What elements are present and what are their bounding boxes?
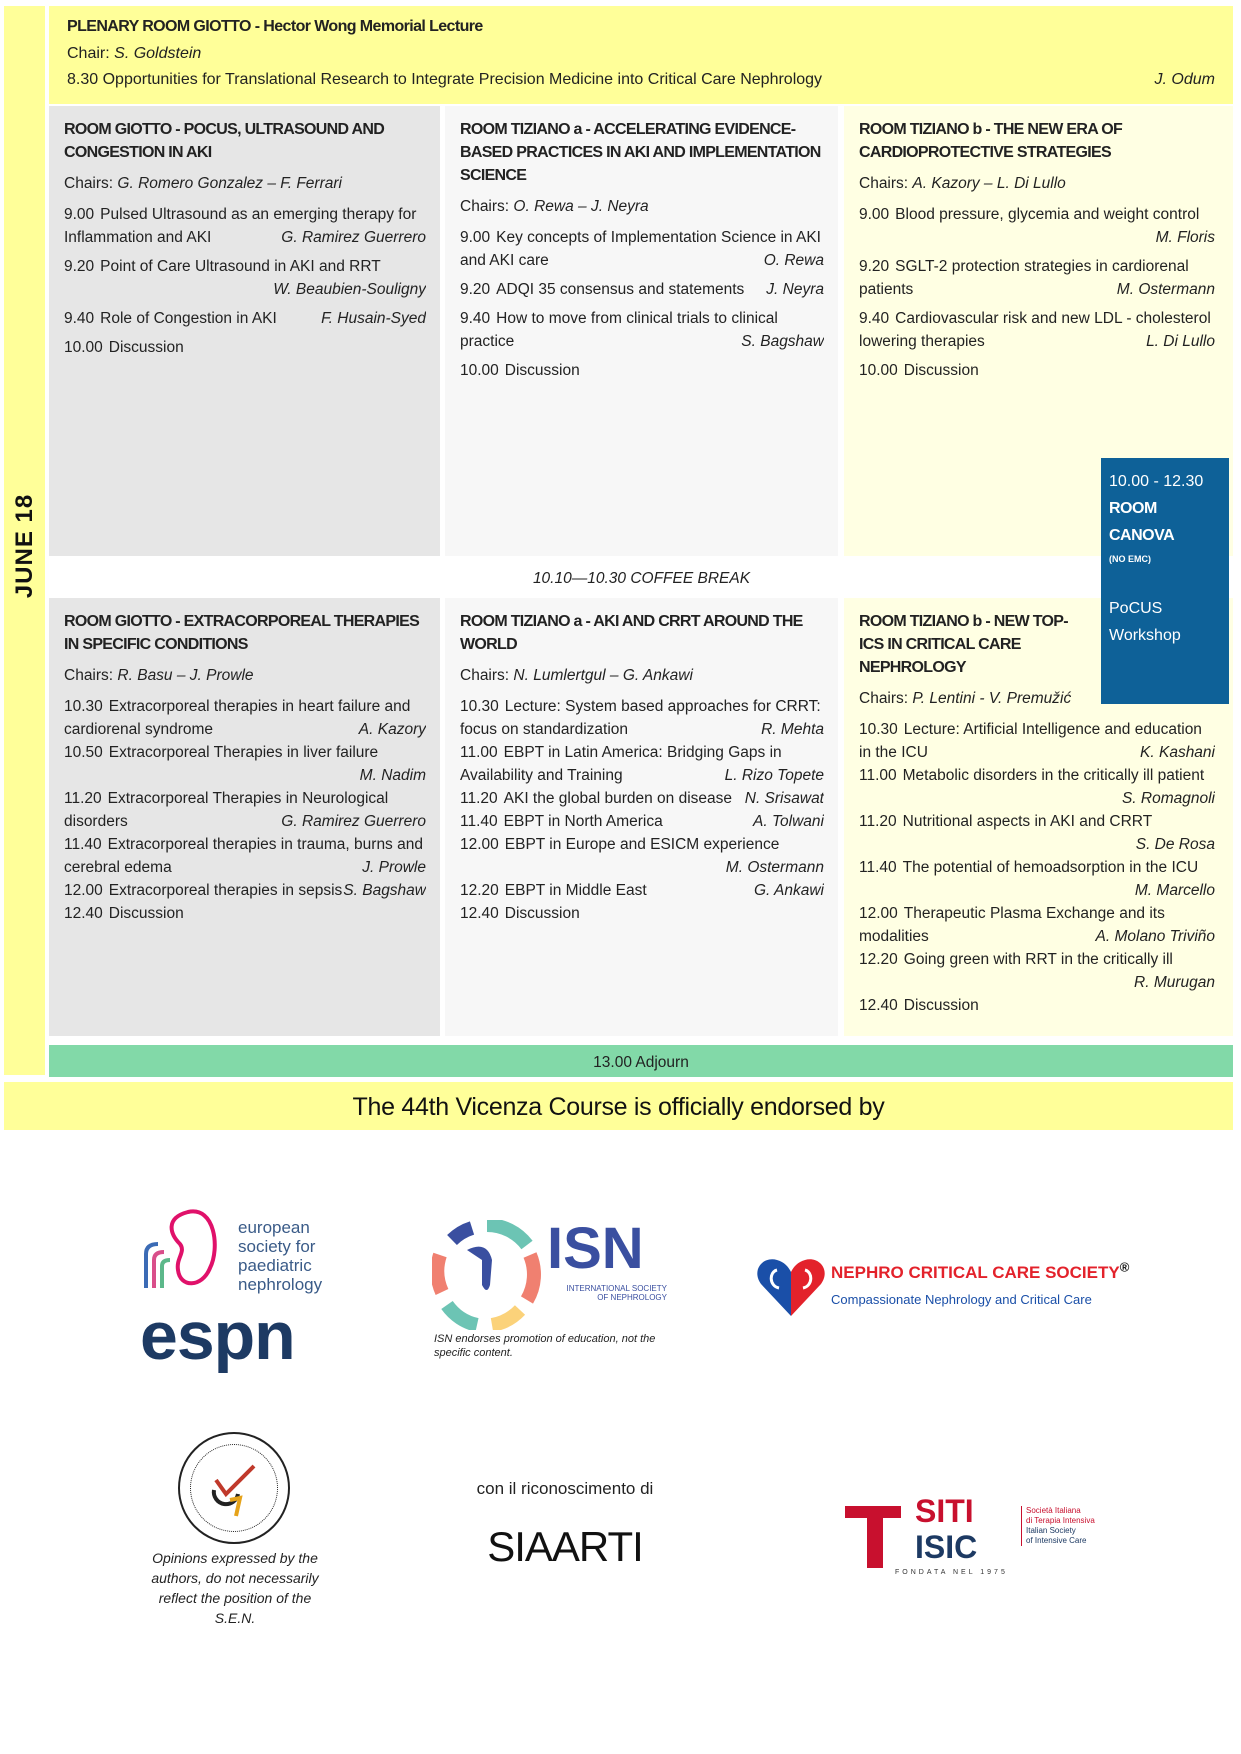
talk-speaker: R. Murugan [1134,974,1215,991]
sen-seal [178,1432,290,1544]
talk-item [64,336,426,359]
chairs-label: Chairs: [460,198,510,215]
talk-time: 10.30 [64,698,103,715]
siti-desc: Società Italiana [1026,1506,1081,1515]
talk-item [460,833,824,879]
talk-time: 9.00 [859,206,890,223]
nccs-tagline: Compassionate Nephrology and Critical Care [831,1292,1092,1307]
talk-speaker: S. Bagshaw [741,333,824,350]
talk-speaker: L. Di Lullo [1146,333,1215,350]
talk-speaker: N. Srisawat [744,790,824,807]
talk-speaker: O. Rewa [763,252,824,269]
talk-speaker: A. Molano Triviño [1095,928,1215,945]
talk-title: Extracorporeal therapies in heart failure and cardiorenal syndrome [64,698,411,738]
siti-wordmark: SITI [915,1493,974,1529]
siti-t-icon [843,1498,905,1570]
session-tiziano-a-evidence [445,106,838,556]
isn-wordmark: ISN [547,1216,644,1281]
talk-speaker: K. Kashani [1140,744,1215,761]
talk-time: 10.00 [460,362,499,379]
talk-speaker: S. De Rosa [1135,836,1215,853]
session-giotto-pocus [49,106,440,556]
session-chairs [64,664,426,687]
session-title: ROOM TIZIANO a - AKI AND CRRT AROUND THE WORLD [460,613,803,653]
talk-time: 12.20 [460,882,499,899]
session-tiziano-a-world [445,598,838,1036]
chairs-label: Chairs: [64,667,114,684]
endorsement-banner: The 44th Vicenza Course is officially endorsed by [4,1082,1233,1130]
talk-time: 10.30 [460,698,499,715]
talk-item [859,994,1215,1017]
talk-time: 12.40 [64,905,103,922]
talk-speaker: A. Tolwani [753,813,824,830]
talk-title: Extracorporeal therapies in sepsis [108,882,343,899]
talk-time: 10.00 [859,362,898,379]
talk-speaker: S. Bagshaw [343,882,426,899]
talk-time: 9.00 [64,206,95,223]
nccs-logo [755,1256,1145,1330]
registered-mark: ® [1119,1259,1130,1275]
talk-speaker: A. Kazory [358,721,426,738]
talk-time: 10.00 [64,339,103,356]
espn-logo [140,1208,360,1383]
canova-subtitle: Workshop [1109,627,1181,644]
session-chairs [460,664,824,687]
talk-item [460,741,824,787]
talk-title: Extracorporeal Therapies in Neurological disorders [64,790,389,830]
talk-title: Key concepts of Implementation Science in AKI and AKI care [460,229,821,269]
day-label: JUNE 18 [10,493,38,599]
siti-desc: Italian Society [1026,1526,1076,1535]
session-title: ROOM TIZIANO a - ACCELERATING EVIDENCE-BASED PRACTICES IN AKI AND IMPLEMENTATION SCIENCE [460,121,821,184]
talk-item [64,879,426,902]
chairs-names: O. Rewa – J. Neyra [513,198,649,215]
talk-title: Discussion [504,362,580,379]
talk-speaker: M. Ostermann [1116,281,1215,298]
talk-speaker: G. Ankawi [753,882,824,899]
plenary-talk [67,71,1215,89]
talk-title: Discussion [903,997,979,1014]
talk-title: Discussion [108,905,184,922]
talk-speaker: J. Odum [1154,71,1215,88]
chairs-label: Chairs: [460,667,510,684]
plenary-chair [67,45,1215,63]
session-chairs [64,172,426,195]
espn-line: paediatric [238,1256,312,1275]
talk-item [64,833,426,879]
talk-title: AKI the global burden on disease [503,790,733,807]
talk-time: 9.20 [460,281,491,298]
talk-time: 12.20 [859,951,898,968]
talk-title: ADQI 35 consensus and statements [496,281,745,298]
talk-time: 12.00 [64,882,103,899]
talk-item [859,203,1215,249]
isic-wordmark: ISIC [915,1529,978,1565]
espn-line: society for [238,1237,316,1256]
talk-speaker: M. Ostermann [725,859,824,876]
chairs-names: G. Romero Gonzalez – F. Ferrari [117,175,342,192]
heart-kidney-icon [755,1256,827,1318]
talk-time: 8.30 [67,71,99,88]
talk-item [460,226,824,272]
adjourn-bar: 13.00 Adjourn [49,1045,1233,1077]
talk-item [859,307,1215,353]
talk-item [460,810,824,833]
talk-title: How to move from clinical trials to clinical practice [460,310,778,350]
talk-item [460,902,824,925]
talk-item [460,307,824,353]
talk-item [859,255,1215,301]
siaarti-intro: con il riconoscimento di [476,1479,654,1498]
talk-speaker: R. Mehta [761,721,824,738]
talk-title: Opportunities for Translational Research to Integrate Precision Medicine into Critical Care Nephrology [102,71,823,88]
talk-speaker: S. Romagnoli [1121,790,1215,807]
session-giotto-extracorporeal [49,598,440,1036]
talk-time: 11.40 [460,813,498,830]
session-title: ROOM GIOTTO - POCUS, ULTRASOUND AND CONGESTION IN AKI [64,121,385,161]
kidney-icon [140,1208,230,1293]
talk-title: Discussion [504,905,580,922]
chairs-names: P. Lentini - V. Premužić [912,690,1072,707]
talk-item [859,764,1215,810]
talk-title: Lecture: System based approaches for CRRT: focus on standardization [460,698,821,738]
talk-speaker: L. Rizo Topete [724,767,824,784]
sen-disclaimer: Opinions expressed by the authors, do not necessarily reflect the position of the S.E.N. [151,1550,319,1626]
talk-item [460,359,824,382]
canova-workshop-box [1101,458,1229,704]
talk-time: 11.40 [64,836,102,853]
talk-time: 11.20 [460,790,498,807]
talk-time: 9.20 [64,258,95,275]
talk-speaker: M. Nadim [359,767,426,784]
isn-note: ISN endorses promotion of education, not the specific content. [434,1333,656,1359]
talk-item [64,695,426,741]
talk-title: Pulsed Ultrasound as an emerging therapy for Inflammation and AKI [64,206,417,246]
talk-speaker: W. Beaubien-Souligny [273,281,426,298]
talk-item [64,741,426,787]
talk-title: Discussion [108,339,184,356]
talk-title: Going green with RRT in the critically ill [903,951,1173,968]
talk-title: Cardiovascular risk and new LDL - cholesterol lowering therapies [859,310,1211,350]
talk-item [460,278,824,301]
talk-item [64,902,426,925]
talk-time: 10.50 [64,744,103,761]
talk-title: Therapeutic Plasma Exchange and its modalities [859,905,1165,945]
canova-note: (NO EMC) [1109,554,1151,564]
chairs-label: Chairs: [859,690,909,707]
talk-item [859,948,1215,994]
espn-wordmark: espn [140,1298,295,1374]
talk-title: Discussion [903,362,979,379]
talk-title: EBPT in North America [503,813,663,830]
chair-name: S. Goldstein [114,45,202,62]
session-chairs [460,195,824,218]
canova-time: 10.00 - 12.30 [1109,473,1204,490]
chairs-names: A. Kazory – L. Di Lullo [912,175,1066,192]
isn-sub: INTERNATIONAL SOCIETY [566,1284,667,1293]
session-chairs [859,687,1090,710]
session-title: ROOM TIZIANO b - NEW TOP-ICS IN CRITICAL CARE NEPHROLOGY [859,613,1068,676]
espn-line: nephrology [238,1275,323,1294]
talk-time: 10.30 [859,721,898,738]
talk-time: 11.20 [859,813,897,830]
talk-item [460,879,824,902]
talk-title: Extracorporeal Therapies in liver failure [108,744,379,761]
canova-name: CANOVA [1109,527,1175,544]
talk-title: EBPT in Europe and ESICM experience [504,836,780,853]
talk-speaker: J. Neyra [766,281,824,298]
chairs-label: Chairs: [64,175,114,192]
chairs-names: R. Basu – J. Prowle [117,667,254,684]
talk-time: 12.00 [859,905,898,922]
canova-room: ROOM [1109,500,1157,517]
talk-time: 11.00 [460,744,498,761]
talk-time: 12.00 [460,836,499,853]
isn-emblem-icon [432,1220,542,1330]
canova-title: PoCUS [1109,600,1163,617]
session-title: ROOM TIZIANO b - THE NEW ERA OF CARDIOPROTECTIVE STRATEGIES [859,121,1123,161]
talk-time: 11.40 [859,859,897,876]
talk-item [460,695,824,741]
talk-time: 11.00 [859,767,897,784]
plenary-title: PLENARY ROOM GIOTTO - Hector Wong Memorial Lecture [67,18,483,35]
coffee-break: 10.10—10.30 COFFEE BREAK [532,570,751,587]
isn-sub: OF NEPHROLOGY [597,1293,667,1302]
talk-time: 12.40 [859,997,898,1014]
talk-item [859,902,1215,948]
talk-time: 9.40 [460,310,491,327]
talk-item [64,787,426,833]
plenary-session [49,6,1233,104]
talk-item [64,307,426,330]
session-title: ROOM GIOTTO - EXTRACORPOREAL THERAPIES IN SPECIFIC CONDITIONS [64,613,420,653]
talk-title: Metabolic disorders in the critically ill patient [902,767,1205,784]
talk-item [859,856,1215,902]
talk-title: SGLT-2 protection strategies in cardiorenal patients [859,258,1189,298]
talk-title: Point of Care Ultrasound in AKI and RRT [100,258,381,275]
talk-title: EBPT in Middle East [504,882,647,899]
talk-item [859,810,1215,856]
talk-item [859,718,1215,764]
talk-title: Nutritional aspects in AKI and CRRT [902,813,1153,830]
session-chairs [859,172,1215,195]
talk-item [460,787,824,810]
talk-speaker: J. Prowle [362,859,426,876]
espn-line: european [238,1218,310,1237]
isn-logo [432,1216,682,1380]
chairs-label: Chairs: [859,175,909,192]
nccs-name: NEPHRO CRITICAL CARE SOCIETY [831,1263,1120,1282]
talk-speaker: G. Ramirez Guerrero [281,813,426,830]
talk-title: Role of Congestion in AKI [100,310,277,327]
talk-time: 9.00 [460,229,491,246]
day-sidebar [4,6,45,1075]
siti-logo [843,1494,1123,1578]
talk-speaker: M. Marcello [1134,882,1215,899]
talk-title: The potential of hemoadsorption in the ICU [902,859,1199,876]
siti-desc: di Terapia Intensiva [1026,1516,1095,1525]
talk-item [64,255,426,301]
chairs-names: N. Lumlertgul – G. Ankawi [513,667,693,684]
talk-title: Extracorporeal therapies in trauma, burns and cerebral edema [64,836,423,876]
talk-speaker: G. Ramirez Guerrero [281,229,426,246]
talk-speaker: F. Husain-Syed [321,310,426,327]
talk-time: 12.40 [460,905,499,922]
chair-label: Chair: [67,45,110,62]
talk-time: 9.40 [859,310,890,327]
talk-speaker: M. Floris [1155,229,1215,246]
talk-title: Lecture: Artificial Intelligence and education in the ICU [859,721,1202,761]
talk-item [859,359,1215,382]
siaarti-wordmark: SIAARTI [487,1523,643,1570]
talk-title: EBPT in Latin America: Bridging Gaps in Availability and Training [460,744,782,784]
talk-time: 11.20 [64,790,102,807]
talk-time: 9.20 [859,258,890,275]
talk-time: 9.40 [64,310,95,327]
siti-desc: of Intensive Care [1026,1536,1087,1545]
talk-title: Blood pressure, glycemia and weight control [895,206,1200,223]
siti-founded: FONDATA NEL 1975 [895,1569,1008,1576]
check-icon [206,1460,266,1520]
talk-item [64,203,426,249]
